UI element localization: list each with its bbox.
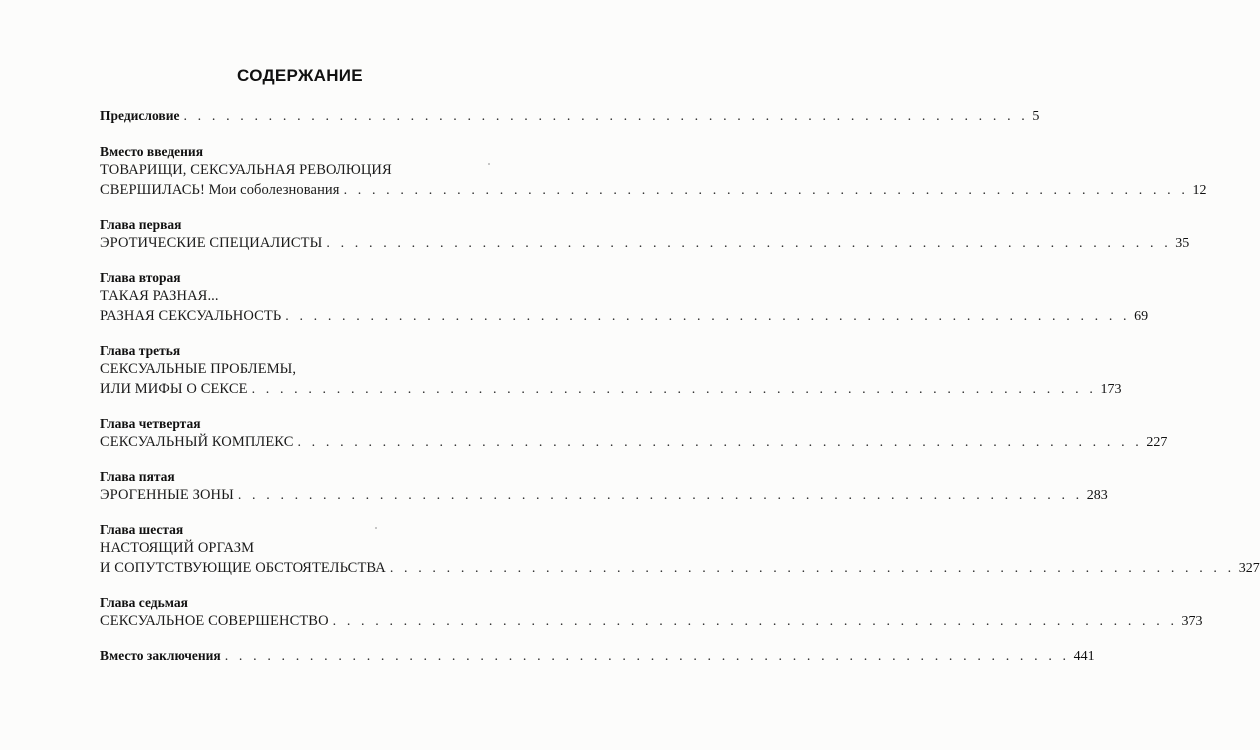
page-number: 173 [1100,382,1122,397]
toc-entry-chapter-6[interactable] [100,522,1260,578]
dot-leader: . . . . . . . . . . . . . . . . . . . . . . . . . . . . . . . . . . . . . . . . . . . . . . . . . . . . . . . . . . . . [237,488,1083,503]
entry-title-line: ЭРОГЕННЫЕ ЗОНЫ [100,487,234,503]
entry-title-line: ЭРОТИЧЕСКИЕ СПЕЦИАЛИСТЫ [100,235,323,251]
toc-entry-introduction[interactable] [100,144,1207,200]
dot-leader: . . . . . . . . . . . . . . . . . . . . . . . . . . . . . . . . . . . . . . . . . . . . . . . . . . . . . . . . . . . . [326,236,1172,251]
entry-title-line: ТАКАЯ РАЗНАЯ... [100,288,219,304]
entry-title-line: НАСТОЯЩИЙ ОРГАЗМ [100,540,255,556]
entry-title-line: ТОВАРИЩИ, СЕКСУАЛЬНАЯ РЕВОЛЮЦИЯ [100,162,392,178]
entry-label: Глава третья [100,343,181,358]
entry-label: Глава седьмая [100,595,188,610]
toc-entry-chapter-1[interactable] [100,217,1190,253]
toc-entry-chapter-7[interactable] [100,595,1203,631]
entry-title-line: СЕКСУАЛЬНОЕ СОВЕРШЕНСТВО [100,613,329,629]
entry-label: Предисловие [100,108,180,123]
entry-label: Глава четвертая [100,416,201,431]
page-number: 327 [1238,561,1260,576]
dot-leader: . . . . . . . . . . . . . . . . . . . . . . . . . . . . . . . . . . . . . . . . . . . . . . . . . . . . . . . . . . . . [251,382,1097,397]
page-number: 373 [1181,614,1203,629]
entry-label: Глава первая [100,217,182,232]
paper-speck [375,527,377,529]
entry-label: Вместо заключения [100,648,221,663]
dot-leader: . . . . . . . . . . . . . . . . . . . . . . . . . . . . . . . . . . . . . . . . . . . . . . . . . . . . . . . . . . . . [297,435,1143,450]
table-of-contents [100,108,1260,684]
entry-label: Глава шестая [100,522,184,537]
toc-entry-preface[interactable] [100,108,1040,125]
entry-title-line: ИЛИ МИФЫ О СЕКСЕ [100,381,248,397]
entry-title-line: РАЗНАЯ СЕКСУАЛЬНОСТЬ [100,308,282,324]
toc-entry-chapter-5[interactable] [100,469,1108,505]
dot-leader: . . . . . . . . . . . . . . . . . . . . . . . . . . . . . . . . . . . . . . . . . . . . . . . . . . . . . . . . . . . . [343,183,1189,198]
dot-leader: . . . . . . . . . . . . . . . . . . . . . . . . . . . . . . . . . . . . . . . . . . . . . . . . . . . . . . . . . . . . [183,109,1029,124]
entry-title-line: И СОПУТСТВУЮЩИЕ ОБСТОЯТЕЛЬСТВА [100,560,386,576]
page-number: 69 [1134,309,1149,324]
dot-leader: . . . . . . . . . . . . . . . . . . . . . . . . . . . . . . . . . . . . . . . . . . . . . . . . . . . . . . . . . . . . [332,614,1178,629]
dot-leader: . . . . . . . . . . . . . . . . . . . . . . . . . . . . . . . . . . . . . . . . . . . . . . . . . . . . . . . . . . . . [389,561,1235,576]
toc-entry-chapter-2[interactable] [100,270,1149,326]
page-number: 441 [1073,649,1095,664]
dot-leader: . . . . . . . . . . . . . . . . . . . . . . . . . . . . . . . . . . . . . . . . . . . . . . . . . . . . . . . . . . . . [224,649,1070,664]
page-title: СОДЕРЖАНИЕ [237,66,363,85]
entry-label: Вместо введения [100,144,204,159]
entry-title-line: СЕКСУАЛЬНЫЕ ПРОБЛЕМЫ, [100,361,297,377]
page-number: 283 [1086,488,1108,503]
page-number: 227 [1146,435,1168,450]
page-number: 35 [1175,236,1190,251]
toc-entry-chapter-3[interactable] [100,343,1122,399]
entry-label: Глава вторая [100,270,181,285]
toc-entry-chapter-4[interactable] [100,416,1168,452]
dot-leader: . . . . . . . . . . . . . . . . . . . . . . . . . . . . . . . . . . . . . . . . . . . . . . . . . . . . . . . . . . . . [285,309,1131,324]
page-number: 5 [1032,109,1040,124]
entry-label: Глава пятая [100,469,175,484]
page-number: 12 [1192,183,1207,198]
entry-title-line: СЕКСУАЛЬНЫЙ КОМПЛЕКС [100,434,294,450]
toc-entry-conclusion[interactable] [100,648,1095,665]
paper-speck [488,163,490,165]
entry-title-line: СВЕРШИЛАСЬ! Мои соболезнования [100,182,340,198]
